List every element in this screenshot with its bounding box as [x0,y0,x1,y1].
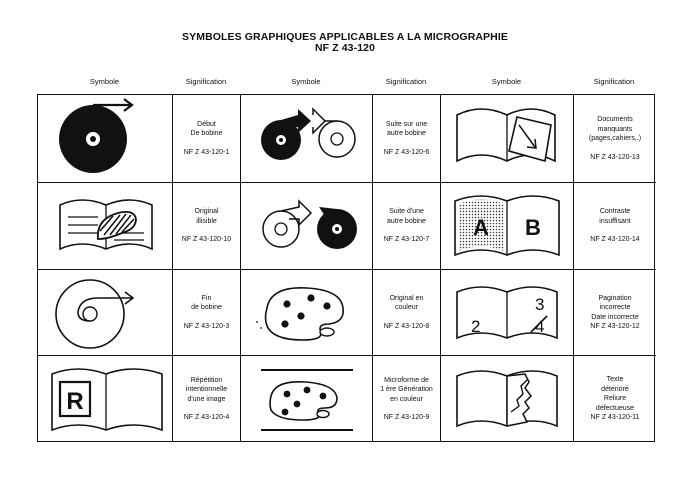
signification-line: détérioré [601,385,629,393]
signification-cell [173,356,241,442]
first-generation-colour-icon [241,356,373,442]
contrast-letter-b: B [525,215,541,240]
header-symbole-2: Symbole [291,77,321,86]
damaged-text-icon [441,356,574,442]
signification-line: Original [194,208,219,216]
signification-cell [574,270,656,356]
signification-line: défectueuse [595,404,635,412]
symbol-cell [38,270,173,356]
standard-code: NF Z 43-120-7 [383,236,430,244]
standard-code: NF Z 43-120-3 [183,322,230,330]
signification-line: Suite sur une [385,120,428,128]
signification-line: Original en [389,294,424,302]
signification-cell [373,183,441,270]
signification-line: (pages,cahiers,.) [588,135,642,142]
contrast-letter-a: A [473,215,489,240]
continued-on-another-reel-icon [241,95,373,183]
intentional-repeat-icon [38,356,173,442]
signification-line: Microforme de [384,376,429,384]
colour-palette-icon [241,270,373,356]
signification-line: autre bobine [387,130,426,138]
symbol-cell [241,356,373,442]
signification-line: Reliure [603,395,627,403]
signification-line: Fin [201,294,212,302]
signification-cell [574,356,656,442]
illegible-original-icon [38,183,173,270]
title-line-2: NF Z 43-120 [314,42,376,54]
header-symbole-1: Symbole [89,77,120,86]
signification-line: intentionnelle [185,386,228,393]
signification-line: autre bobine [387,217,426,225]
signification-line: Pagination [598,294,632,302]
signification-line: incorrecte [599,304,631,311]
symbol-cell [38,95,173,183]
symbol-cell [38,183,173,270]
symbol-cell [441,356,574,442]
signification-line: Début [197,120,216,128]
reel-end-icon [38,270,173,356]
signification-line: De bobine [190,130,223,138]
signification-line: manquants [597,125,633,133]
signification-cell [173,183,241,270]
missing-documents-icon [441,95,574,183]
signification-line: Contraste [599,208,631,216]
signification-cell [574,95,656,183]
signification-line: d'une image [187,395,226,403]
signification-cell [373,356,441,442]
signification-line: Documents [597,116,633,123]
symbol-cell [441,95,574,183]
symbol-cell [38,356,173,442]
header-symbole-3: Symbole [491,77,522,86]
signification-line: insuffisant [599,217,631,225]
signification-cell [373,95,441,183]
signification-line: Suite d'une [389,208,424,216]
repeat-letter: R [66,388,84,415]
standard-code: NF Z 43-120-10 [181,236,232,244]
standard-code: NF Z 43-120-11 [590,414,640,422]
standard-code: NF Z 43-120-14 [590,236,640,244]
standard-code: NF Z 43-120-8 [383,322,430,330]
standard-code: NF Z 43-120-1 [183,148,230,156]
standard-code: NF Z 43-120-6 [383,148,430,156]
symbol-cell [441,183,574,270]
signification-cell [173,95,241,183]
header-signification-1: Signification [185,77,227,86]
document-title [0,32,690,54]
signification-line: Répétition [190,376,223,384]
signification-line: couleur [395,304,418,312]
signification-cell [373,270,441,356]
standard-code: NF Z 43-120-9 [383,414,430,421]
symbol-cell [441,270,574,356]
signification-line: Date incorrecte [591,313,639,321]
header-signification-2: Signification [385,77,427,86]
signification-cell [574,183,656,270]
header-signification-3: Signification [593,77,635,86]
standard-code: NF Z 43-120-12 [590,323,640,330]
incorrect-pagination-icon [441,270,574,356]
insufficient-contrast-icon [441,183,574,270]
page-number-right: 3 [535,295,545,314]
signification-line: Texte [606,376,624,384]
signification-line: de bobine [191,304,222,312]
signification-line: 1 ère Génération [380,386,433,393]
page-number-struck: 4 [535,317,545,336]
symbol-table [37,94,655,442]
continued-from-another-reel-icon [241,183,373,270]
signification-line: illisible [196,217,217,225]
title-line-1: SYMBOLES GRAPHIQUES APPLICABLES A LA MICROGRAPHIE [182,31,508,43]
symbol-cell [241,270,373,356]
signification-cell [173,270,241,356]
bobbin-start-icon [38,95,173,183]
page-number-left: 2 [471,317,481,336]
symbol-cell [241,183,373,270]
symbol-cell [241,95,373,183]
signification-line: en couleur [390,395,423,403]
standard-code: NF Z 43-120-13 [590,153,640,161]
standard-code: NF Z 43-120-4 [183,414,230,421]
